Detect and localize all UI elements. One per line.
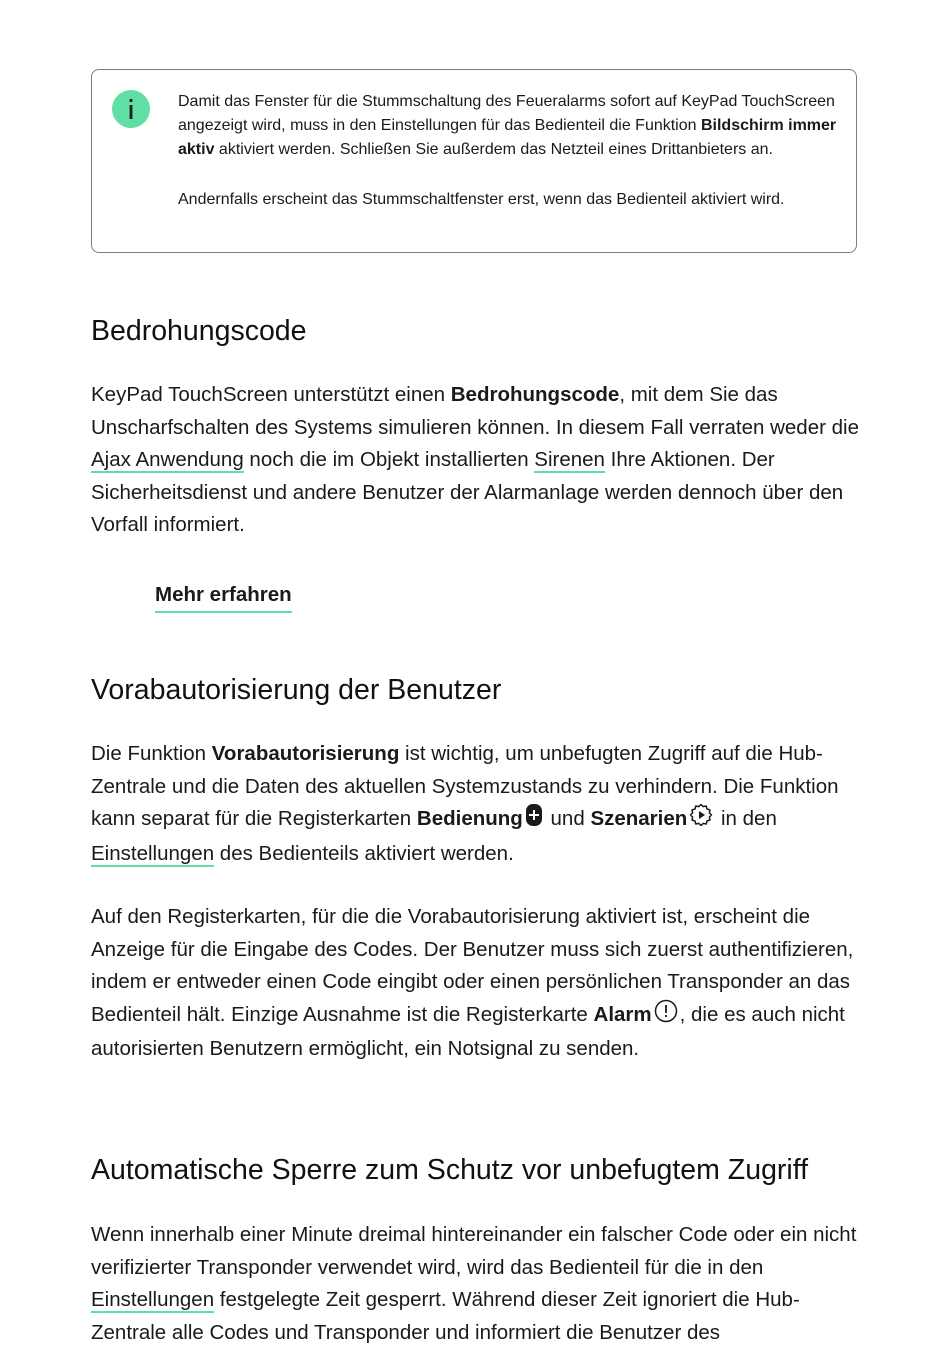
bold-term: Vorabautorisierung [211,742,400,765]
text-span: in den [715,807,777,830]
paragraph-vorabautorisierung-2 [91,901,861,1066]
bold-term: Bedienung [416,807,523,830]
text-span: Die Funktion [91,742,212,765]
alarm-exclamation-icon [654,999,678,1034]
control-tab-icon [525,803,543,838]
link-sirenen[interactable]: Sirenen [534,448,605,471]
info-paragraph-2: Andernfalls erscheint das Stummschaltfenster erst, wenn das Bedienteil aktiviert wird. [178,191,785,208]
text-span: Auf den Registerkarten, für die die Vorabautorisierung aktiviert ist, erscheint die Anzeige für die Eingabe des Codes. Der Benutzer muss sich zuerst authentifizieren, indem er entweder einen Code eingibt oder einen persönlichen Transponder an das Bedienteil hält. Einzige Ausnahme ist die Registerkarte [91,905,854,1026]
scenarios-gear-play-icon [689,803,713,838]
text-span: des Bedienteils aktiviert werden. [214,841,514,865]
info-text-2: aktiviert werden. Schließen Sie außerdem das Netzteil eines Drittanbieters an. [214,141,773,158]
text-span: Wenn innerhalb einer Minute dreimal hintereinander ein falscher Code oder ein nicht verifizierter Transponder verwendet wird, wird das Bedienteil für die in den [91,1223,857,1279]
link-einstellungen[interactable]: Einstellungen [91,841,215,865]
info-paragraph-1 [178,90,838,162]
paragraph-automatische-sperre [91,1219,861,1349]
text-span: noch die im Objekt installierten [243,448,535,471]
text-span: ist wichtig, um unbefugten Zugriff auf die Hub-Zentrale und die Daten des aktuellen Systemzustands zu verhindern. Die Funktion kann separat für die Registerkarten [91,742,839,830]
text-span: und [544,807,591,830]
text-span: KeyPad TouchScreen unterstützt einen [91,383,451,406]
text-span: Ihre Aktionen. Der Sicherheitsdienst und andere Benutzer der Alarmanlage werden dennoch über den Vorfall informiert. [91,448,844,536]
text-span: , mit dem Sie das Unscharfschalten des Systems simulieren können. In diesem Fall verraten weder die [91,383,859,439]
heading-automatische-sperre: Automatische Sperre zum Schutz vor unbefugtem Zugriff [91,1154,809,1186]
paragraph-bedrohungscode [91,379,861,542]
info-icon [112,90,150,128]
info-bold-setting: Bildschirm immer aktiv [178,117,837,158]
text-span: festgelegte Zeit gesperrt. Während dieser Zeit ignoriert die Hub-Zentrale alle Codes und Transponder und informiert die Benutzer des [91,1288,800,1344]
info-callout [91,69,857,253]
heading-bedrohungscode: Bedrohungscode [91,315,307,347]
bold-term: Szenarien [590,807,688,830]
paragraph-vorabautorisierung-1 [91,738,861,870]
link-einstellungen-2[interactable]: Einstellungen [91,1288,215,1311]
link-ajax-anwendung[interactable]: Ajax Anwendung [91,448,244,471]
mehr-erfahren-link[interactable]: Mehr erfahren [155,579,292,613]
text-span: , die es auch nicht autorisierten Benutzern ermöglicht, ein Notsignal zu senden. [91,1002,845,1060]
info-text-1: Damit das Fenster für die Stummschaltung des Feueralarms sofort auf KeyPad TouchScreen angezeigt wird, muss in den Einstellungen für das Bedienteil die Funktion [178,93,835,134]
heading-vorabautorisierung: Vorabautorisierung der Benutzer [91,674,502,706]
bold-term: Bedrohungscode [450,383,620,406]
bold-term: Alarm [593,1002,652,1026]
info-callout-text [178,90,838,212]
